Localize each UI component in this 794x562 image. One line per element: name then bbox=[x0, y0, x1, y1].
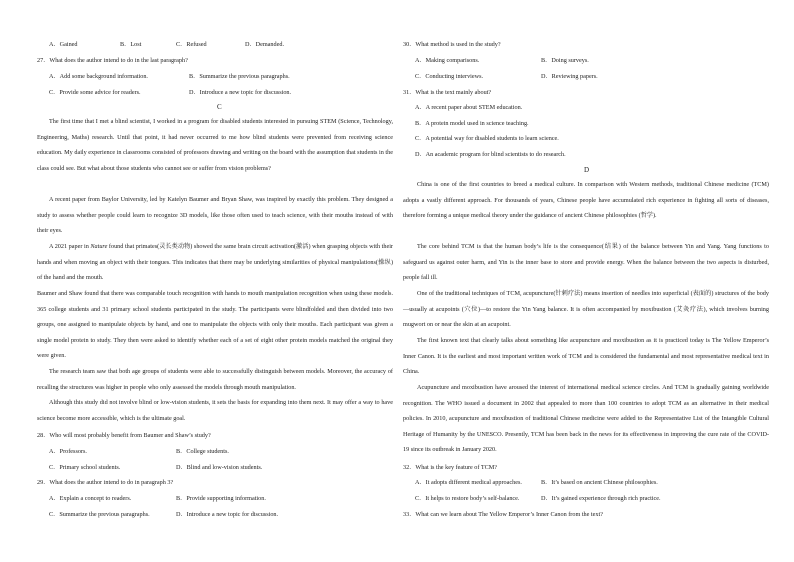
passage-d-paragraph-1: China is one of the first countries to breed a medical culture. In comparison with Western methods, traditional Chinese medicine (TCM) adopts a vastly different approach. For thousands of years, Chinese people have accumulated rich experience in fighting all sorts of diseases, therefore forming a unique medical theory under the guidance of ancient Chinese philosophies (哲学). bbox=[403, 181, 769, 220]
section-d-heading: D bbox=[584, 166, 590, 174]
q27-option-b[interactable]: B．Summarize the previous paragraphs. bbox=[189, 73, 290, 80]
passage-d-paragraph-2: The core behind TCM is that the human body’s life is the consequence(结果) of the balance between Yin and Yang. Yang functions to safeguard us against outer harm, and Yin is the inner base to store and provide energy. When the balance between the two aspects is disturbed, people fall ill. bbox=[403, 243, 769, 282]
passage-c-paragraph-1: The first time that I met a blind scientist, I worked in a program for disabled students interested in pursuing STEM (Science, Technology, Engineering, Maths) research. Until that point, it had never occurred to me how blind students were prevented from receiving science education. My daily experience in classrooms consisted of professors drawing and writing on the board with the assumption that students in the class could see. But what about those students who cannot see or suffer from vision problems? bbox=[37, 118, 393, 172]
q27-option-c[interactable]: C．Provide some advice for readers. bbox=[49, 89, 141, 96]
q32-option-a[interactable]: A．It adopts different medical approaches. bbox=[415, 479, 522, 486]
q28-option-a[interactable]: A．Professors. bbox=[49, 448, 87, 455]
section-c-heading: C bbox=[217, 103, 222, 111]
q28-option-b[interactable]: B．College students. bbox=[176, 448, 229, 455]
q31-option-a[interactable]: A．A recent paper about STEM education. bbox=[415, 104, 523, 111]
q31-option-b[interactable]: B．A protein model used in science teaching. bbox=[415, 120, 529, 127]
q27-option-d[interactable]: D．Introduce a new topic for discussion. bbox=[189, 89, 292, 96]
q30-option-a[interactable]: A．Making comparisons. bbox=[415, 57, 480, 64]
q27-option-a[interactable]: A．Add some background information. bbox=[49, 73, 148, 80]
passage-c-paragraph-4: Baumer and Shaw found that there was comparable touch recognition with hands to mouth manipulation recognition when using these models. 365 college students and 31 primary school students participated in the study. The participants were blindfolded and then divided into two groups, one assigned to manipulate objects by hand, and one to manipulate the objects with only their mouths. Each participant was given a single model protein to study. They then were asked to identify whether each of a set of eight other protein models matched the original they were given. bbox=[37, 290, 393, 360]
q26-option-c[interactable]: C．Refused bbox=[176, 41, 207, 48]
q30-option-b[interactable]: B．Doing surveys. bbox=[541, 57, 589, 64]
q29-stem: 29．What does the author intend to do in paragraph 3? bbox=[37, 479, 174, 486]
q32-option-c[interactable]: C．It helps to restore body’s self-balance. bbox=[415, 495, 520, 502]
q26-option-d[interactable]: D．Demanded. bbox=[245, 41, 285, 48]
q28-option-d[interactable]: D．Blind and low-vision students. bbox=[176, 464, 263, 471]
q26-option-b[interactable]: B．Lost bbox=[120, 41, 142, 48]
q31-option-c[interactable]: C．A potential way for disabled students to learn science. bbox=[415, 135, 559, 142]
passage-c-paragraph-6: Although this study did not involve blind or low-vision students, it sets the basis for expanding into them next. It may offer a way to have science become more accessible, which is the ultimate goal. bbox=[37, 399, 393, 422]
passage-d-paragraph-3: One of the traditional techniques of TCM, acupuncture(针刺疗法) means insertion of needles into superficial (表面的) structures of the body—usually at acupoints (穴位)—to restore the Yin Yang balance. It is often accompanied by moxibustion (艾灸疗法), which involves burning mugwort on or near the skin at an acupoint. bbox=[403, 290, 769, 329]
q33-stem: 33．What can we learn about The Yellow Emperor’s Inner Canon from the text? bbox=[403, 511, 603, 518]
q30-option-c[interactable]: C．Conducting interviews. bbox=[415, 73, 484, 80]
q29-option-d[interactable]: D．Introduce a new topic for discussion. bbox=[176, 511, 279, 518]
q28-option-c[interactable]: C．Primary school students. bbox=[49, 464, 121, 471]
q29-option-a[interactable]: A．Explain a concept to readers. bbox=[49, 495, 132, 502]
passage-c-paragraph-3: A 2021 paper in Nature found that primates(灵长类动物) showed the same brain circuit activation(激活) when grasping objects with their hands and when moving an object with their tongues. This indicates that there may be underlying similarities of physical manipulations(操纵) of the hand and the mouth. bbox=[37, 243, 393, 282]
q28-stem: 28．Who will most probably benefit from Baumer and Shaw’s study? bbox=[37, 432, 211, 439]
passage-c-paragraph-5: The research team saw that both age groups of students were able to successfully distinguish between models. Moreover, the accuracy of recalling the structures was higher in people who only assessed the models through mouth manipulation. bbox=[37, 368, 393, 391]
q29-option-b[interactable]: B．Provide supporting information. bbox=[176, 495, 266, 502]
q31-option-d[interactable]: D．An academic program for blind scientists to do research. bbox=[415, 151, 566, 158]
passage-d-paragraph-4: The first known text that clearly talks about something like acupuncture and moxibustion as it is practiced today is The Yellow Emperor’s Inner Canon. It is the earliest and most important written work of TCM and is considered the fundamental and most representative medical text in China. bbox=[403, 337, 769, 376]
q29-option-c[interactable]: C．Summarize the previous paragraphs. bbox=[49, 511, 150, 518]
q27-stem: 27．What does the author intend to do in the last paragraph? bbox=[37, 57, 188, 64]
q30-stem: 30．What method is used in the study? bbox=[403, 41, 501, 48]
q32-option-d[interactable]: D．It’s gained experience through rich practice. bbox=[541, 495, 661, 502]
q32-option-b[interactable]: B．It’s based on ancient Chinese philosophies. bbox=[541, 479, 658, 486]
passage-d-paragraph-5: Acupuncture and moxibustion have aroused the interest of international medical science circles. And TCM is gradually gaining worldwide recognition. The WHO issued a document in 2002 that appealed to more than 100 countries to adopt TCM as an alternative in their medical policies. In 2010, acupuncture and moxibustion of traditional Chinese medicine were added to the Representative List of the Intangible Cultural Heritage of Humanity by the UNESCO. Presently, TCM has been back in the news for its effectiveness in improving the cure rate of the COVID-19 since its outbreak in January 2020. bbox=[403, 384, 769, 454]
q32-stem: 32．What is the key feature of TCM? bbox=[403, 464, 498, 471]
q30-option-d[interactable]: D．Reviewing papers. bbox=[541, 73, 598, 80]
q26-option-a[interactable]: A．Gained bbox=[49, 41, 78, 48]
passage-c-paragraph-2: A recent paper from Baylor University, led by Katelyn Baumer and Bryan Shaw, was inspired by exactly this problem. They designed a study to assess whether people could learn to recognize 3D models, like those often used to teach science, with their mouths instead of with their eyes. bbox=[37, 196, 393, 235]
q31-stem: 31．What is the text mainly about? bbox=[403, 89, 492, 96]
